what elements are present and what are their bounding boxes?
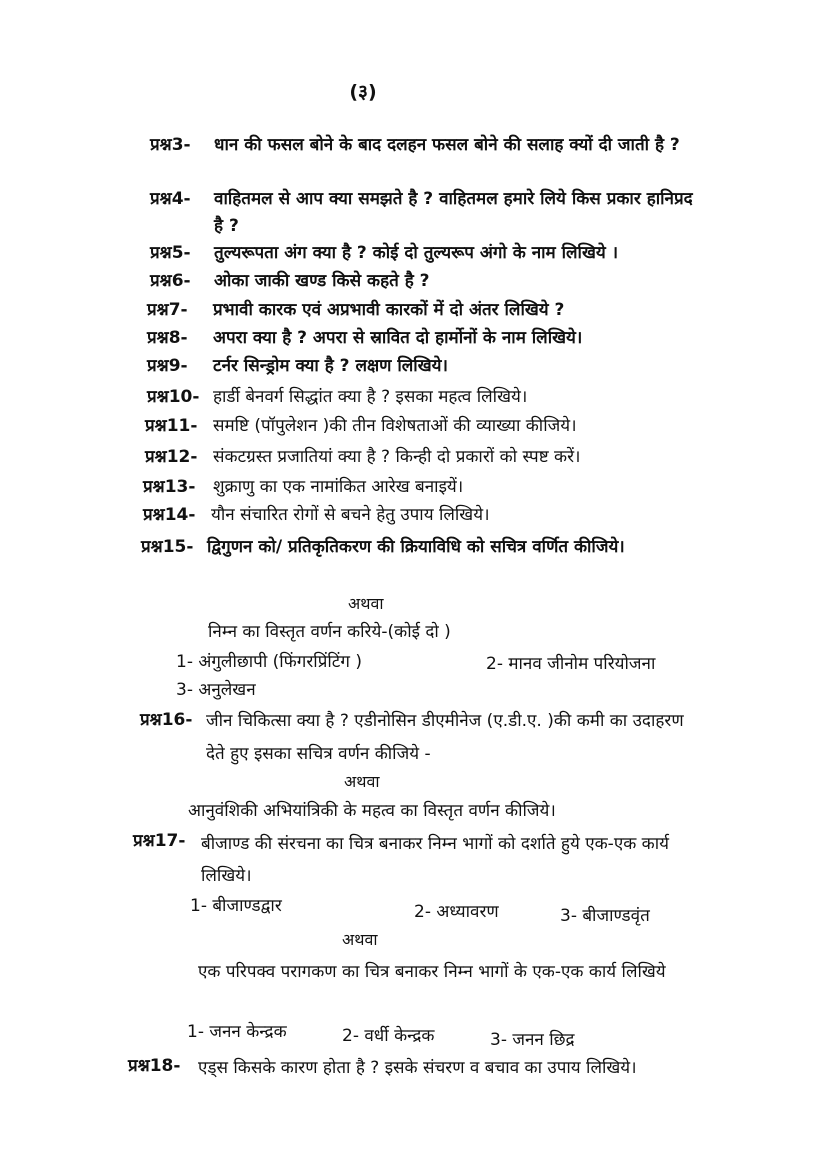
question-number: प्रश्न8-	[147, 328, 188, 348]
question-text: वाहितमल से आप क्या समझते है ? वाहितमल हमारे लिये किस प्रकार हानिप्रद है ?	[214, 189, 693, 236]
question-text: द्विगुणन को/ प्रतिकृतिकरण की क्रियाविधि को सचित्र वर्णित कीजिये।	[207, 537, 625, 557]
question-number: प्रश्न18-	[128, 1056, 181, 1076]
option-item: 2- वर्धी केन्द्रक	[342, 1026, 435, 1046]
question-number: प्रश्न13-	[143, 477, 196, 497]
alternative-question: एक परिपक्व परागकण का चित्र बनाकर निम्न भागों के एक-एक कार्य लिखिये	[198, 962, 666, 982]
question-text: यौन संचारित रोगों से बचने हेतु उपाय लिखिये।	[211, 505, 490, 525]
or-separator: अथवा	[342, 930, 378, 949]
question-number: प्रश्न14-	[143, 505, 196, 525]
question-text: टर्नर सिन्ड्रोम क्या है ? लक्षण लिखिये।	[213, 356, 448, 376]
question-text: प्रभावी कारक एवं अप्रभावी कारकों में दो अंतर लिखिये ?	[213, 300, 565, 320]
question-text: अपरा क्या है ? अपरा से स्रावित दो हार्मोनों के नाम लिखिये।	[213, 328, 583, 348]
question-number: प्रश्न6-	[150, 271, 191, 291]
question-text: तुल्यरूपता अंग क्या है ? कोई दो तुल्यरूप अंगो के नाम लिखिये ।	[214, 243, 619, 263]
page-number: (३)	[349, 81, 377, 103]
question-number: प्रश्न5-	[150, 243, 191, 263]
alternative-question: आनुवंशिकी अभियांत्रिकी के महत्व का विस्तृत वर्णन कीजिये।	[188, 801, 556, 821]
option-item: 2- अध्यावरण	[414, 902, 499, 922]
question-text: संकटग्रस्त प्रजातियां क्या है ? किन्ही दो प्रकारों को स्पष्ट करें।	[213, 447, 581, 467]
question-number: प्रश्न9-	[147, 356, 188, 376]
question-number: प्रश्न7-	[147, 300, 188, 320]
alternative-question: निम्न का विस्तृत वर्णन करिये-(कोई दो )	[208, 622, 451, 642]
or-separator: अथवा	[344, 772, 380, 791]
question-number: प्रश्न17-	[133, 831, 186, 851]
or-separator: अथवा	[348, 594, 384, 613]
question-text: शुक्राणु का एक नामांकित आरेख बनाइयें।	[213, 477, 464, 497]
question-number: प्रश्न15-	[141, 537, 194, 557]
question-text: धान की फसल बोने के बाद दलहन फसल बोने की सलाह क्यों दी जाती है ?	[214, 135, 680, 155]
question-number: प्रश्न3-	[150, 135, 191, 155]
question-text: बीजाण्ड की संरचना का चित्र बनाकर निम्न भागों को दर्शाते हुये एक-एक कार्य लिखिये।	[201, 834, 669, 886]
option-item: 3- अनुलेखन	[176, 680, 256, 700]
question-number: प्रश्न12-	[145, 447, 198, 467]
question-number: प्रश्न4-	[150, 189, 191, 209]
option-item: 3- बीजाण्डवृंत	[560, 906, 650, 926]
option-item: 2- मानव जीनोम परियोजना	[486, 654, 656, 674]
option-item: 1- अंगुलीछापी (फिंगरप्रिंटिंग )	[176, 652, 362, 672]
option-item: 1- बीजाण्डद्वार	[190, 896, 282, 916]
question-number: प्रश्न16-	[140, 710, 193, 730]
question-text: ओका जाकी खण्ड किसे कहते है ?	[214, 271, 430, 291]
question-text: हार्डी बेनवर्ग सिद्धांत क्या है ? इसका महत्व लिखिये।	[213, 387, 528, 407]
option-item: 1- जनन केन्द्रक	[187, 1022, 287, 1042]
question-text: जीन चिकित्सा क्या है ? एडीनोसिन डीएमीनेज (ए.डी.ए. )की कमी का उदाहरण देते हुए इसका सचित्र वर्णन कीजिये -	[206, 711, 684, 764]
question-text: एड्स किसके कारण होता है ? इसके संचरण व बचाव का उपाय लिखिये।	[198, 1058, 637, 1078]
question-number: प्रश्न11-	[145, 416, 198, 436]
option-item: 3- जनन छिद्र	[490, 1030, 575, 1050]
question-number: प्रश्न10-	[147, 387, 200, 407]
question-text: समष्टि (पॉपुलेशन )की तीन विशेषताओं की व्याख्या कीजिये।	[213, 416, 577, 436]
